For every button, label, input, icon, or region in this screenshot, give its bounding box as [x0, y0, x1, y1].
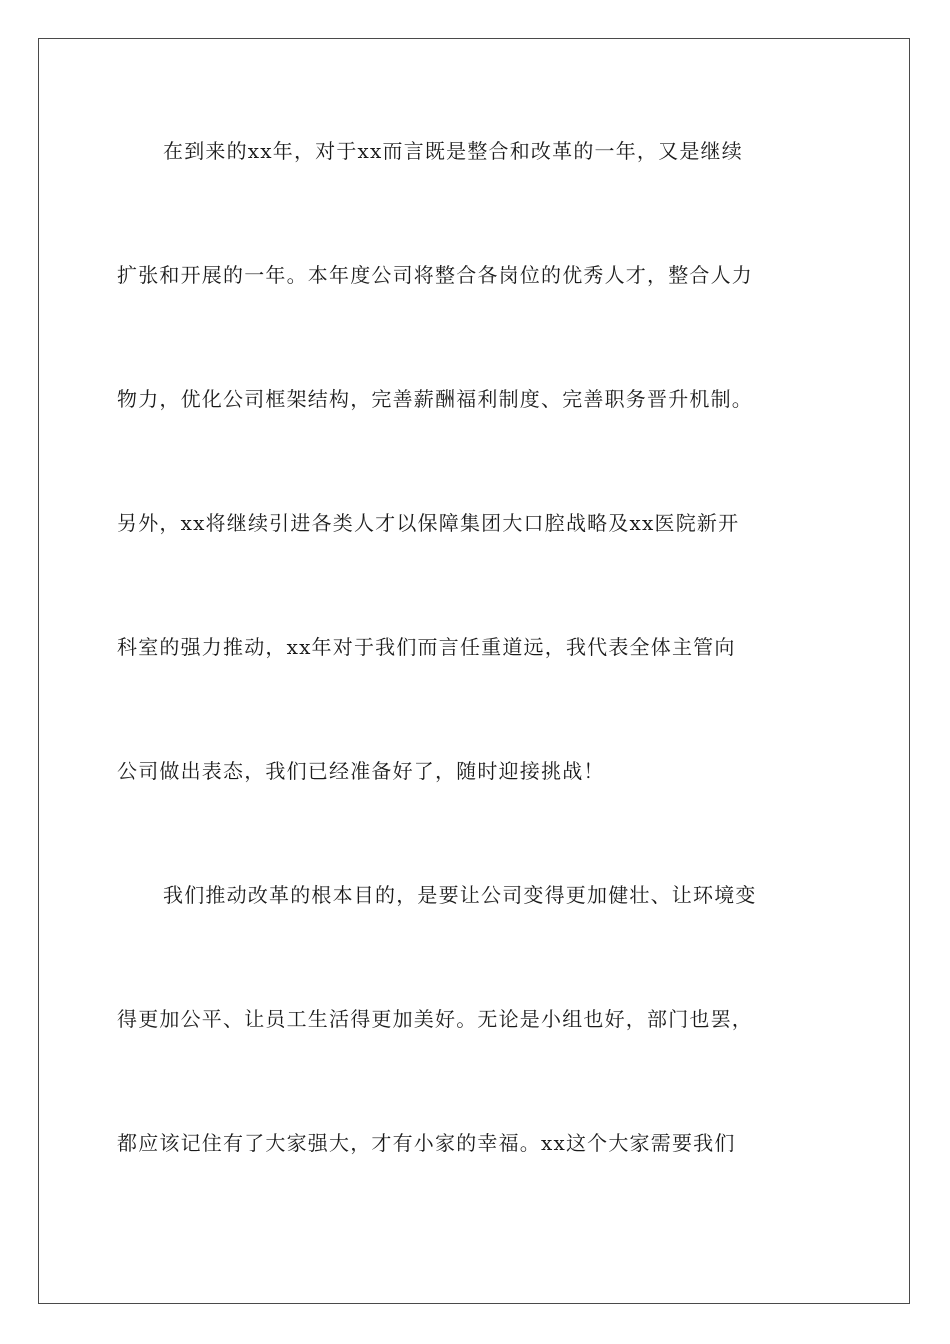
paragraph-1-line-5: 科室的强力推动，xx年对于我们而言任重道远，我代表全体主管向	[117, 635, 736, 659]
page-frame	[38, 38, 910, 1304]
paragraph-1-line-2: 扩张和开展的一年。本年度公司将整合各岗位的优秀人才，整合人力	[117, 263, 753, 287]
paragraph-1-line-3: 物力，优化公司框架结构，完善薪酬福利制度、完善职务晋升机制。	[117, 387, 753, 411]
paragraph-2-line-2: 得更加公平、让员工生活得更加美好。无论是小组也好，部门也罢，	[117, 1007, 753, 1031]
paragraph-1-line-4: 另外，xx将继续引进各类人才以保障集团大口腔战略及xx医院新开	[117, 511, 740, 535]
paragraph-2-line-1: 我们推动改革的根本目的，是要让公司变得更加健壮、让环境变	[163, 883, 757, 907]
paragraph-1-line-6: 公司做出表态，我们已经准备好了，随时迎接挑战！	[117, 759, 605, 783]
paragraph-1-line-1: 在到来的xx年，对于xx而言既是整合和改革的一年，又是继续	[163, 139, 743, 163]
paragraph-2-line-3: 都应该记住有了大家强大，才有小家的幸福。xx这个大家需要我们	[117, 1131, 736, 1155]
